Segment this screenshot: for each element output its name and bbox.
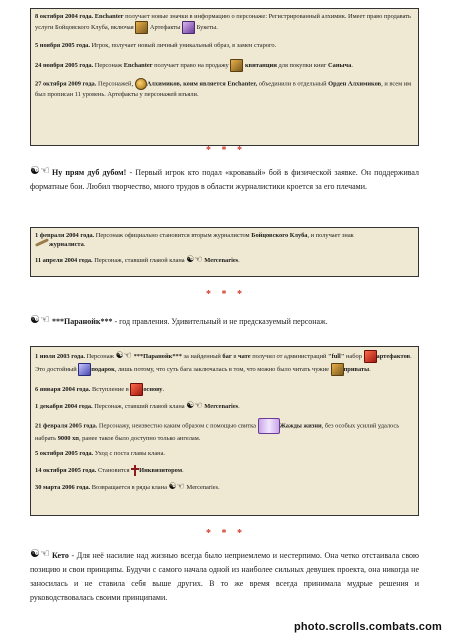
entry: 14 октября 2005 года. Становится Инквизитором.: [35, 465, 414, 476]
entry: 8 октября 2004 года. Enchanter получает новые значки в информацию о персонаже: Регистрированный алхимик. Имеет право продавать услуги Бойцовского Клуба, включая Артефакты Букеты.: [35, 12, 414, 34]
entry: 27 октября 2009 года. Персонажей, Алхимиков, коим является Enchanter, объединили в отдельный Орден Алхимиков, и всем им был прописан 11 уровень. Артефакты у персонажей изъяли.: [35, 78, 414, 99]
history-box-paranoik: [30, 346, 419, 516]
clan-icon: [169, 483, 187, 492]
section-divider: * * *: [206, 528, 246, 539]
clan-icon: [30, 551, 52, 562]
history-box-enchanter: [30, 8, 419, 146]
entry: 6 января 2004 года. Вступление в основу.: [35, 383, 414, 396]
section-divider: * * *: [206, 145, 246, 156]
history-box-journalist: [30, 227, 419, 277]
clan-icon: [30, 168, 52, 179]
journalist-badge-icon: [35, 240, 49, 249]
clan-icon: [186, 256, 204, 265]
entry: 5 октября 2005 года. Уход с поста главы клана.: [35, 450, 166, 458]
character-description: ☯ ☜Кето - Для неё насилие над жизнью всегда было неприемлемо и нестерпимо. Она четко отстаивала свою позицию и свои принципы. Будучи с самого начала одной из наиболее сильных девушек проекта, она никогда не заносилась и не ставила себя выше других. В то же время всегда принимала мудрые решения и руководствовалась своими принципами.: [30, 549, 419, 605]
entry: 5 ноября 2005 года. Игрок, получает новый личный уникальный образ, в замен старого.: [35, 41, 277, 49]
clan-icon: [186, 402, 204, 411]
entry: 30 марта 2006 года. Возвращается в ряды клана ☯ ☜ Mercenaries.: [35, 483, 414, 492]
entry: 1 декабря 2004 года. Персонаж, ставший главой клана ☯ ☜ Mercenaries.: [35, 402, 414, 411]
gift-icon: [78, 363, 91, 376]
entry: 24 ноября 2005 года. Персонаж Enchanter получает право на продажу квитанции для покупки книг Саныча.: [35, 59, 414, 72]
entry: 1 июля 2003 года. Персонаж ☯ ☜ ***Паранойк*** за найденный баг в чате получил от администраций "full" набор артефактов. Это достойный подарок, лишь потому, что суть бага заключалась в том, что можно было читать чужие приваты.: [35, 350, 414, 376]
clan-icon: [30, 317, 52, 328]
character-description: ☯ ☜Ну прям дуб дубом! - Первый игрок кто подал «кровавый» бой в физической заявке. Он поддерживал форматные бои. Любил творчество, много трудов в области журналистики кроется за его плечами.: [30, 166, 419, 194]
section-divider: * * *: [206, 289, 246, 300]
base-icon: [130, 383, 143, 396]
site-watermark: photo.scrolls.combats.com: [293, 621, 442, 633]
entry: 21 февраля 2005 года. Персонажу, неизвестно каким образом с помощью свитка Жажды жизни, без особых усилий удалось набрать 9000 хп, ранее такое было доступно только ангелам.: [35, 418, 414, 443]
clan-icon: [116, 352, 134, 361]
alchemist-icon: [135, 78, 147, 90]
character-description: ☯ ☜***Паранойк*** - год правления. Удивительный и не предсказуемый персонаж.: [30, 315, 419, 329]
artifact-icon: [135, 21, 148, 34]
bouquet-icon: [182, 21, 195, 34]
entry: 1 февраля 2004 года. Персонаж официально становится вторым журналистом Бойцовского Клуба, и получает знак журналиста.: [35, 232, 354, 249]
scroll-icon: [258, 418, 280, 434]
artifact-icon: [364, 350, 377, 363]
inquisitor-cross-icon: [131, 465, 139, 476]
entry: 11 апреля 2004 года. Персонаж, ставший главой клана ☯ ☜ Mercenaries.: [35, 256, 414, 265]
receipt-icon: [230, 59, 243, 72]
private-message-icon: [331, 363, 344, 376]
